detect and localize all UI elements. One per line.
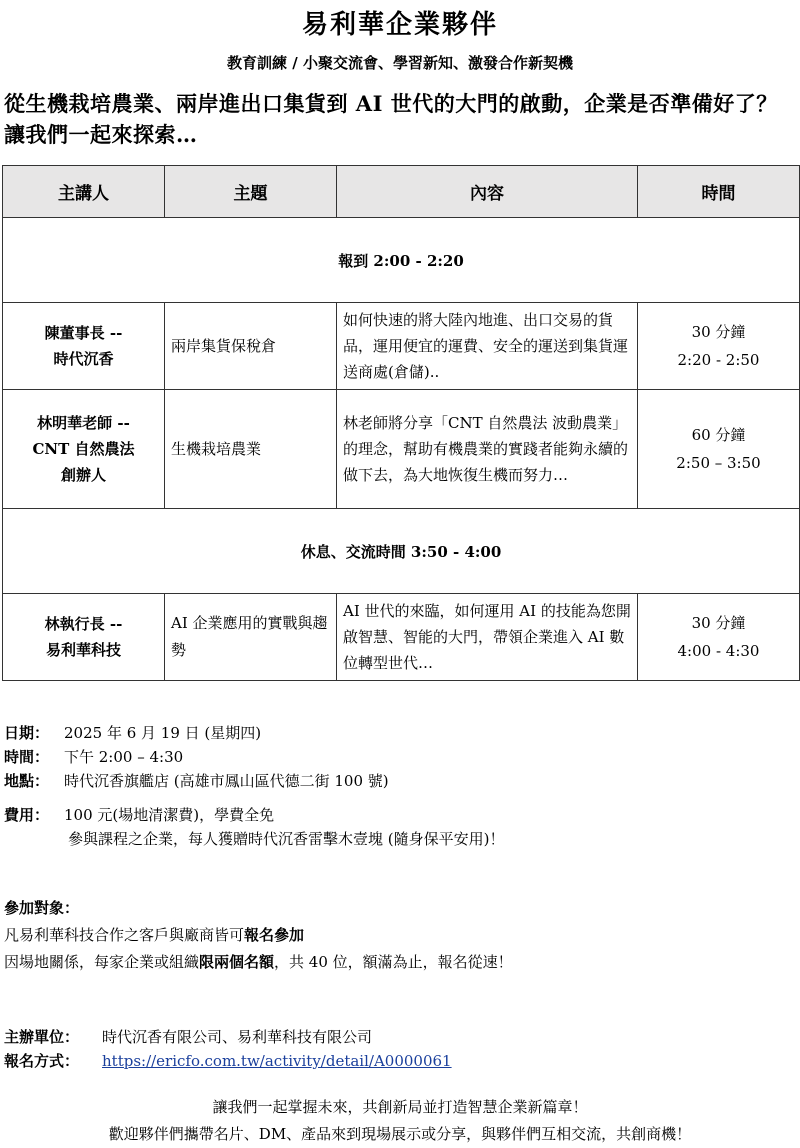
topic-cell: AI 企業應用的實戰與趨勢 xyxy=(165,594,337,681)
break-text: 休息、交流時間 3:50 - 4:00 xyxy=(3,509,800,594)
speaker-org: CNT 自然農法 xyxy=(32,440,135,458)
header-speaker: 主講人 xyxy=(3,166,165,218)
audience-text: ，共 40 位，額滿為止，報名從速！ xyxy=(274,953,513,971)
duration: 30 分鐘 xyxy=(691,323,746,341)
agenda-table xyxy=(2,165,800,681)
audience-line-2 xyxy=(4,949,794,976)
speaker-title: 創辦人 xyxy=(60,466,106,484)
topic-cell: 兩岸集貨保稅倉 xyxy=(165,303,337,390)
table-header-row xyxy=(3,166,800,218)
time-value: 下午 2:00 – 4:30 xyxy=(64,748,184,766)
content-cell: AI 世代的來臨，如何運用 AI 的技能為您開啟智慧、智能的大門，帶領企業進入 AI 數位轉型世代… xyxy=(337,594,638,681)
event-details xyxy=(4,721,794,851)
fee-note: 參與課程之企業，每人獲贈時代沉香雷擊木壹塊 (隨身保平安用)！ xyxy=(68,830,505,848)
fee-label: 費用： xyxy=(4,806,50,824)
audience-text: 凡易利華科技合作之客戶與廠商皆可 xyxy=(4,926,245,944)
speaker-name: 林明華老師 -- xyxy=(37,414,130,432)
closing-line-2: 歡迎夥伴們攜帶名片、DM、產品來到現場展示或分享，與夥伴們互相交流，共創商機！ xyxy=(108,1125,692,1143)
header-topic: 主題 xyxy=(165,166,337,218)
headline: 從生機栽培農業、兩岸進出口集貨到 AI 世代的大門的啟動，企業是否準備好了？讓我們一起來探索… xyxy=(4,91,778,147)
speaker-cell xyxy=(3,390,165,509)
page-title: 易利華企業夥伴 xyxy=(301,10,498,40)
organizer-label: 主辦單位： xyxy=(4,1028,80,1046)
time-range: 2:20 - 2:50 xyxy=(677,351,760,369)
audience-line-1 xyxy=(4,922,794,949)
speaker-name: 陳董事長 -- xyxy=(44,324,123,342)
time-label: 時間： xyxy=(4,748,50,766)
speaker-cell xyxy=(3,303,165,390)
registration-text: 報到 2:00 - 2:20 xyxy=(3,218,800,303)
time-range: 2:50 – 3:50 xyxy=(676,454,761,472)
audience-emphasis: 限兩個名額 xyxy=(199,953,275,971)
header-content: 內容 xyxy=(337,166,638,218)
duration: 30 分鐘 xyxy=(691,614,746,632)
time-cell xyxy=(638,594,800,681)
speaker-cell xyxy=(3,594,165,681)
speaker-org: 時代沉香 xyxy=(53,350,114,368)
registration-row xyxy=(3,218,800,303)
audience-section xyxy=(4,895,794,976)
time-range: 4:00 - 4:30 xyxy=(677,642,760,660)
table-row xyxy=(3,594,800,681)
table-row xyxy=(3,390,800,509)
time-cell xyxy=(638,390,800,509)
audience-title: 參加對象： xyxy=(4,899,80,917)
time-row xyxy=(4,745,794,769)
audience-text: 因場地關係，每家企業或組織 xyxy=(4,953,200,971)
fee-row xyxy=(4,803,794,827)
content-cell: 如何快速的將大陸內地進、出口交易的貨品，運用便宜的運費、安全的運送到集貨運送商處(倉儲).. xyxy=(337,303,638,390)
audience-emphasis: 報名參加 xyxy=(244,926,305,944)
organizer-value: 時代沉香有限公司、易利華科技有限公司 xyxy=(102,1028,373,1046)
break-row xyxy=(3,509,800,594)
place-value: 時代沉香旗艦店 (高雄市鳳山區代德二街 100 號) xyxy=(64,772,389,790)
signup-label: 報名方式： xyxy=(4,1052,80,1070)
place-row xyxy=(4,769,794,793)
header-time: 時間 xyxy=(638,166,800,218)
organizer-row xyxy=(4,1025,794,1049)
date-value: 2025 年 6 月 19 日 (星期四) xyxy=(64,724,262,742)
signup-link[interactable]: https://ericfo.com.tw/activity/detail/A0000061 xyxy=(102,1052,452,1070)
place-label: 地點： xyxy=(4,772,50,790)
time-cell xyxy=(638,303,800,390)
content-cell: 林老師將分享「CNT 自然農法 波動農業」的理念，幫助有機農業的實踐者能夠永續的做下去，為大地恢復生機而努力… xyxy=(337,390,638,509)
signup-row xyxy=(4,1049,794,1073)
organizer-section xyxy=(4,1025,794,1073)
speaker-name: 林執行長 -- xyxy=(44,615,123,633)
subtitle: 教育訓練 / 小聚交流會、學習新知、激發合作新契機 xyxy=(227,54,573,72)
duration: 60 分鐘 xyxy=(691,426,746,444)
fee-value: 100 元(場地清潔費)，學費全免 xyxy=(64,806,275,824)
date-label: 日期： xyxy=(4,724,50,742)
date-row xyxy=(4,721,794,745)
speaker-org: 易利華科技 xyxy=(45,641,121,659)
topic-cell: 生機栽培農業 xyxy=(165,390,337,509)
closing-line-1: 讓我們一起掌握未來，共創新局並打造智慧企業新篇章！ xyxy=(212,1098,588,1116)
closing-message xyxy=(0,1094,800,1148)
table-row xyxy=(3,303,800,390)
